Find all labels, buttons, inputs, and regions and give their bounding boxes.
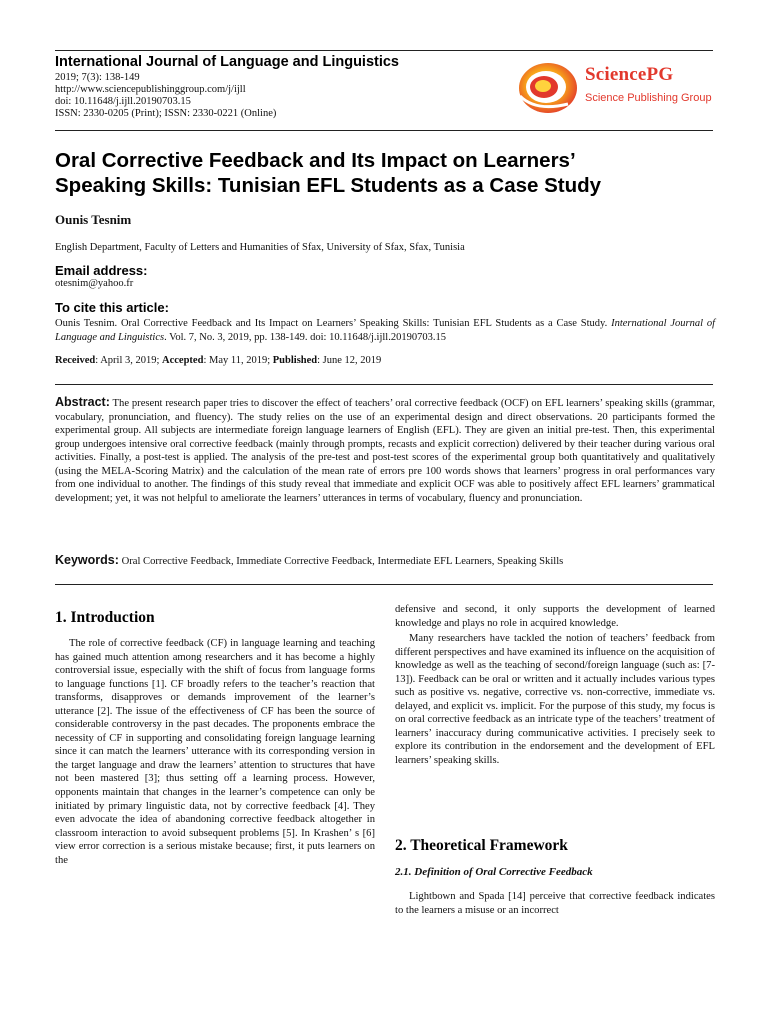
paper-title-line-2: Speaking Skills: Tunisian EFL Students as a Case Study (55, 174, 602, 197)
cite-label: To cite this article: (55, 300, 169, 315)
abstract-text: The present research paper tries to discover the effect of teachers’ oral corrective feedback (OCF) on EFL learners’ speaking skills (grammar, vocabulary, pronunciation, and fluency). The study relies on the use of an experimental design and direct observations. 20 participants formed the experimental group. All subjects are intermediate foreign language learners of English (EFL). They are given an initial pre-test. Then, this experimental group undergoes intensive oral corrective feedback (mainly through prompts, recasts and explicit correction) delivered by their teacher during various oral activities. Finally, a post-test is applied. The analysis of the pre-test and post-test scores of the experimental group both quantitatively and qualitatively (using the MELA-Scoring Matrix) and the calculation of the mean rate of errors pre 100 words shows that learners’ progress in oral performances vary from one individual to another. The findings of this study reveal that immediate and explicit OCF was able to positively affect EFL learners’ grammatical development; yet, it was not helpful to ameliorate the learners’ utterances in terms of vocabulary, fluency and pronunciation. (55, 398, 715, 504)
accepted-date: : May 11, 2019; (203, 355, 273, 366)
keywords (55, 553, 715, 567)
logo-subtitle: Science Publishing Group (585, 92, 712, 104)
citation (55, 317, 715, 345)
paper-title (55, 148, 725, 198)
author-affiliation: English Department, Faculty of Letters and Humanities of Sfax, University of Sfax, Sfax, Tunisia (55, 242, 465, 253)
paragraph: Many researchers have tackled the notion of teachers’ feedback from different perspectives and have examined its influence on the acquisition of knowledge as well as the teaching of second/foreign language (such as: [7-13]). Feedback can be oral or written and it actually includes various types such as positive vs. negative, corrective vs. non-corrective, immediate vs. delayed, and explicit vs. implicit. For the purpose of this study, my focus is on oral corrective feedback as an intricate type of the teachers’ treatment of learners’ inaccuracy during communicative activities. I precisely seek to explore its contribution in the endorsement and the development of EFL learners’ speaking skills. (395, 633, 715, 767)
logo-name: SciencePG (585, 64, 674, 85)
right-column (395, 603, 715, 768)
abstract (55, 396, 715, 505)
publication-dates (55, 355, 381, 366)
email-label: Email address: (55, 263, 148, 278)
left-column (55, 637, 375, 867)
received-label: Received (55, 355, 96, 366)
journal-issn: ISSN: 2330-0205 (Print); ISSN: 2330-0221 (Online) (55, 108, 277, 119)
paragraph: The role of corrective feedback (CF) in language learning and teaching has gained much attention among researchers and it has become a highly controversial issue, especially with the shift of focus from language forms to language functions [1]. CF broadly refers to the teacher’s reaction that transforms, disapproves or demands improvement of the learner’s utterance [2]. The issue of the effectiveness of CF has been the source of considerable controversy in the past decades. The proponents embrace the necessity of CF in supporting and consolidating foreign language learning since it can match the learners’ utterance with its corresponding version in the target language and draw the learners’ attention to structures that have not been mastered [3]; thus setting off a learning process. However, opponents maintain that changes in the learner’s competence can only be initiated by primary linguistic data, not by corrective feedback [4]. They even advocate the idea of abandoning corrective feedback altogether in classroom interaction to avoid subsequent problems [5]. In Krashen’ s [6] view error correction is a serious mistake because; first, it puts learners on the (55, 638, 375, 866)
sciencepg-logo (516, 60, 716, 116)
citation-main: Ounis Tesnim. Oral Corrective Feedback and Its Impact on Learners’ Speaking Skills: Tunisian EFL Students as a Case Study. (55, 318, 608, 329)
section-heading-theoretical-framework: 2. Theoretical Framework (395, 837, 568, 854)
published-label: Published (272, 355, 318, 366)
sciencepg-swirl-icon (516, 60, 580, 116)
header-rule (55, 130, 713, 131)
section-heading-introduction: 1. Introduction (55, 609, 155, 626)
abstract-label: Abstract: (55, 395, 110, 409)
paragraph: Lightbown and Spada [14] perceive that corrective feedback indicates to the learners a misuse or an incorrect (395, 891, 715, 916)
journal-title: International Journal of Language and Linguistics (55, 54, 399, 70)
subsection-heading-definition: 2.1. Definition of Oral Corrective Feedback (395, 866, 593, 878)
paragraph: defensive and second, it only supports the development of learned knowledge and plays no role in acquired knowledge. (395, 604, 715, 629)
abstract-bottom-rule (55, 584, 713, 585)
keywords-label: Keywords: (55, 553, 119, 567)
published-date: : June 12, 2019 (317, 355, 382, 366)
journal-meta (55, 72, 276, 120)
citation-details: . Vol. 7, No. 3, 2019, pp. 138-149. doi: 10.11648/j.ijll.20190703.15 (164, 332, 446, 343)
author-name: Ounis Tesnim (55, 212, 132, 227)
paper-title-line-1: Oral Corrective Feedback and Its Impact on Learners’ (55, 149, 576, 172)
citation-journal: International Journal of Language and Linguistics (55, 318, 716, 343)
top-rule (55, 50, 713, 51)
author-email[interactable]: otesnim@yahoo.fr (55, 278, 134, 289)
accepted-label: Accepted (162, 355, 204, 366)
keywords-text: Oral Corrective Feedback, Immediate Corrective Feedback, Intermediate EFL Learners, Speaking Skills (121, 556, 564, 567)
journal-issue: 2019; 7(3): 138-149 (55, 72, 140, 83)
journal-url[interactable]: http://www.sciencepublishinggroup.com/j/ijll (55, 84, 246, 95)
received-date: : April 3, 2019; (95, 355, 163, 366)
journal-doi: doi: 10.11648/j.ijll.20190703.15 (55, 96, 191, 107)
abstract-top-rule (55, 384, 713, 385)
right-column-continued (395, 890, 715, 917)
